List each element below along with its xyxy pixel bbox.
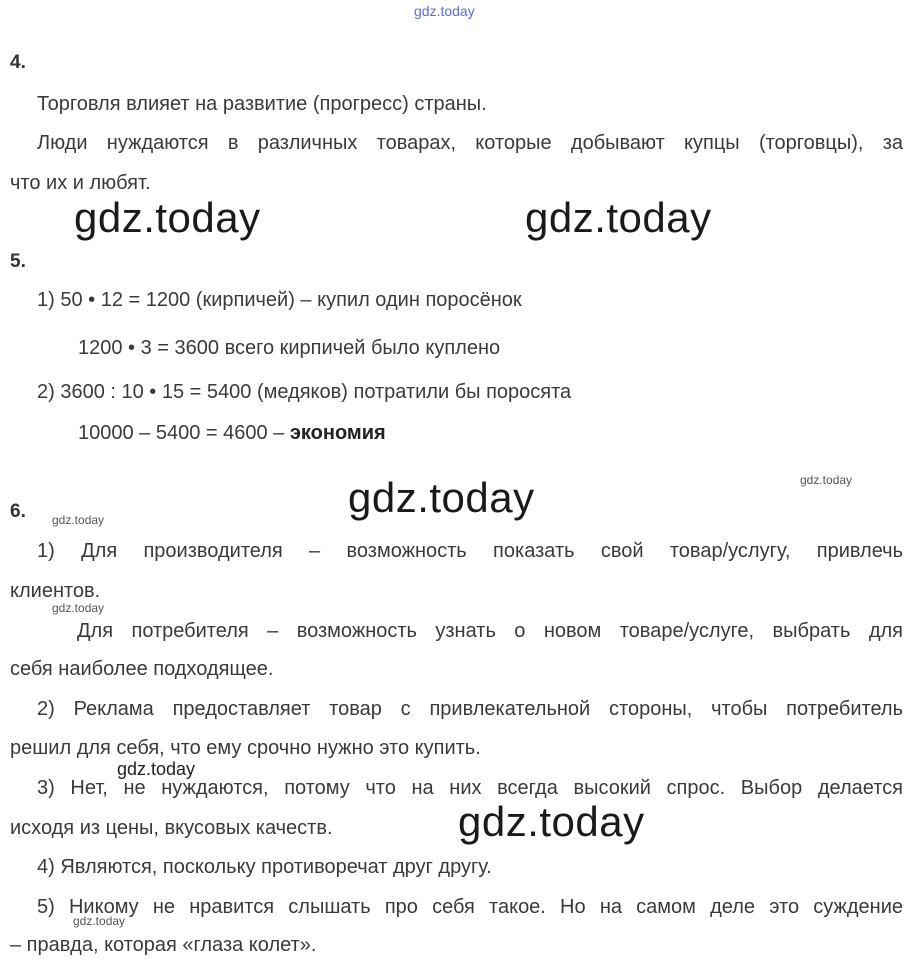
watermark-small-2: gdz.today <box>52 513 105 527</box>
section-5-line-2: 1200 • 3 = 3600 всего кирпичей было куплено <box>78 337 501 359</box>
section-6-line-3: Для потребителя – возможность узнать о новом товаре/услуге, выбрать для <box>77 620 903 642</box>
section-6-line-7: 3) Нет, не нуждаются, потому что на них всегда высокий спрос. Выбор делается <box>37 777 903 799</box>
section-4-number: 4. <box>10 52 26 73</box>
section-6-line-2: клиентов. <box>10 580 101 602</box>
section-6-line-9: 4) Являются, поскольку противоречат друг другу. <box>37 856 492 878</box>
section-4-line-2: Люди нуждаются в различных товарах, которые добывают купцы (торговцы), за <box>37 132 903 154</box>
section-6-line-8: исходя из цены, вкусовых качеств. <box>10 817 333 839</box>
section-6-line-11: – правда, которая «глаза колет». <box>10 934 317 956</box>
section-5-line-3: 2) 3600 : 10 • 15 = 5400 (медяков) потратили бы поросята <box>37 381 572 403</box>
section-4-line-1: Торговля влияет на развитие (прогресс) страны. <box>37 93 487 115</box>
section-6-line-4: себя наиболее подходящее. <box>10 658 274 680</box>
section-5-line-4-text: 10000 – 5400 = 4600 – <box>78 422 290 444</box>
watermark-large-3: gdz.today <box>348 474 535 521</box>
section-6-line-6: решил для себя, что ему срочно нужно это купить. <box>10 737 481 759</box>
watermark-top: gdz.today <box>414 3 475 19</box>
watermark-mid: gdz.today <box>117 759 196 779</box>
watermark-small-4: gdz.today <box>73 914 126 928</box>
section-4-line-3: что их и любят. <box>10 172 151 194</box>
watermark-large-4: gdz.today <box>458 798 645 845</box>
section-6-line-1: 1) Для производителя – возможность показать свой товар/услугу, привлечь <box>37 540 903 562</box>
section-6-line-10: 5) Никому не нравится слышать про себя такое. Но на самом деле это суждение <box>37 896 903 918</box>
watermark-large-1: gdz.today <box>74 194 261 241</box>
watermark-small-1: gdz.today <box>800 473 853 487</box>
watermark-large-2: gdz.today <box>525 194 712 241</box>
section-5-line-4 <box>78 421 386 445</box>
section-5-line-1: 1) 50 • 12 = 1200 (кирпичей) – купил один поросёнок <box>37 289 522 311</box>
section-5-number: 5. <box>10 251 26 272</box>
section-6-line-5: 2) Реклама предоставляет товар с привлекательной стороны, чтобы потребитель <box>37 698 903 720</box>
section-6-number: 6. <box>10 501 26 522</box>
section-5-line-4-bold: экономия <box>289 422 386 444</box>
watermark-small-3: gdz.today <box>52 601 105 615</box>
